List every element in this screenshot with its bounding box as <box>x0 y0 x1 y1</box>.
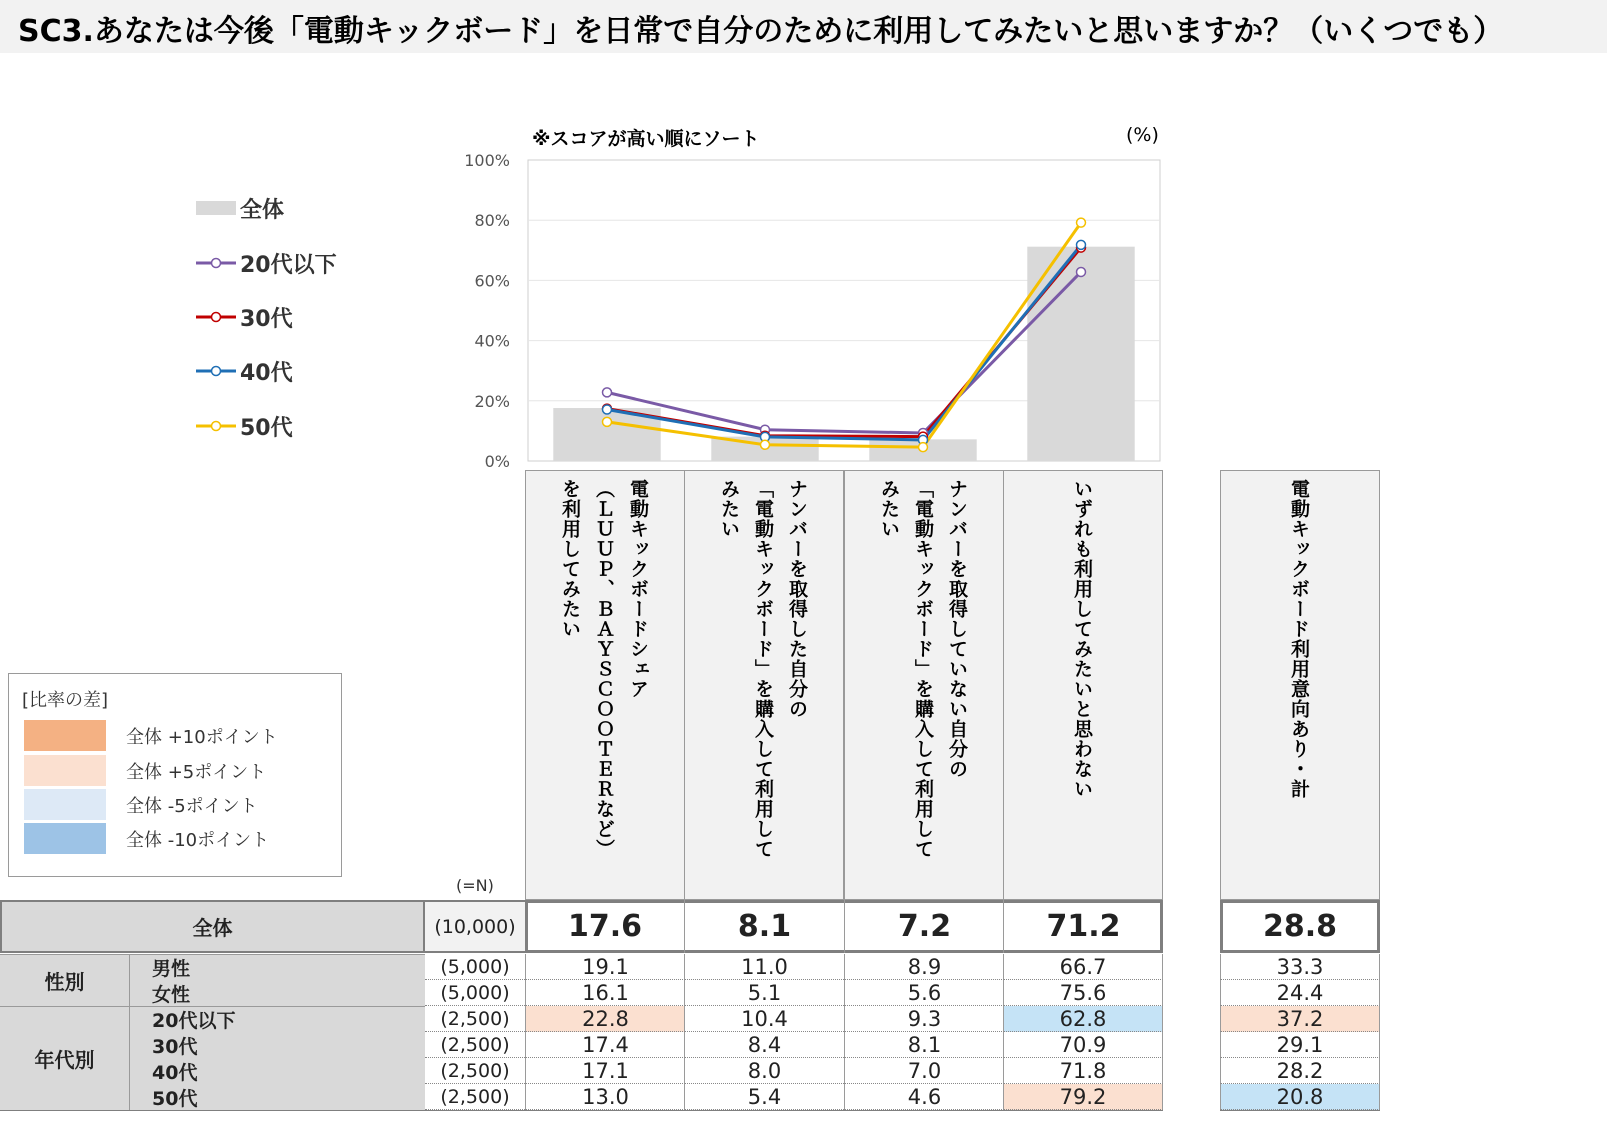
total-value: 7.2 <box>844 900 1004 953</box>
y-tick-label: 20% <box>474 391 510 411</box>
column-header-text: いずれも利用してみたいと思わない <box>1071 479 1093 799</box>
y-tick-label: 60% <box>474 271 510 291</box>
unit-label: (%) <box>1126 124 1159 146</box>
row-value: 5.4 <box>684 1084 844 1110</box>
column-header <box>1003 470 1163 900</box>
legend-item <box>196 248 337 278</box>
column-header-text: 電動キックボード利用意向あり・計 <box>1288 479 1310 799</box>
ratio-label: 全体 +10ポイント <box>126 727 278 748</box>
y-tick-label: 100% <box>464 151 510 170</box>
data-point <box>1077 218 1086 227</box>
row-n: (2,500) <box>425 1084 525 1110</box>
group-label: 年代別 <box>0 1006 130 1110</box>
legend-label: 40代 <box>240 360 293 386</box>
row-n: (2,500) <box>425 1006 525 1032</box>
sort-note: ※スコアが高い順にソート <box>532 128 760 150</box>
row-value: 9.3 <box>844 1006 1004 1032</box>
row-value: 22.8 <box>525 1006 685 1032</box>
column-header-text: ナンバーを取得していない自分の 「電動キックボード」を購入して利用して みたい <box>878 479 968 859</box>
total-extra-value: 28.8 <box>1220 900 1380 953</box>
y-tick-label: 80% <box>474 211 510 231</box>
ratio-swatch <box>24 755 106 786</box>
table-bottom-border-extra <box>1220 1110 1380 1111</box>
row-n: (2,500) <box>425 1058 525 1084</box>
row-value: 8.0 <box>684 1058 844 1084</box>
line-bar-chart <box>440 140 1180 475</box>
legend-label: 30代 <box>240 306 293 332</box>
data-point <box>1077 267 1086 276</box>
ratio-label: 全体 -5ポイント <box>126 796 258 817</box>
data-point <box>603 417 612 426</box>
legend-line-swatch <box>196 307 236 327</box>
row-extra-value: 20.8 <box>1220 1084 1380 1110</box>
total-value: 17.6 <box>567 909 643 944</box>
row-value: 8.9 <box>844 954 1004 980</box>
row-value: 8.1 <box>844 1032 1004 1058</box>
legend-label: 20代以下 <box>240 252 337 278</box>
y-tick-label: 0% <box>484 452 510 471</box>
page-title: SC3.あなたは今後「電動キックボード」を日常で自分のために利用してみたいと思いますか？（いくつでも） <box>18 14 1504 49</box>
row-value: 75.6 <box>1003 980 1163 1006</box>
row-n: (5,000) <box>425 980 525 1006</box>
legend-item <box>196 193 284 223</box>
row-value: 16.1 <box>525 980 685 1006</box>
legend-label: 50代 <box>240 415 293 441</box>
ratio-swatch <box>24 823 106 854</box>
legend-line-swatch <box>196 361 236 381</box>
total-value: 71.2 <box>1003 900 1163 953</box>
legend-line-swatch <box>196 253 236 273</box>
row-value: 13.0 <box>525 1084 685 1110</box>
ratio-legend-title: [比率の差] <box>22 690 109 711</box>
data-point <box>603 405 612 414</box>
row-value: 17.1 <box>525 1058 685 1084</box>
row-label: 女性 <box>130 980 425 1006</box>
ratio-swatch <box>24 720 106 751</box>
row-value: 66.7 <box>1003 954 1163 980</box>
row-value: 7.0 <box>844 1058 1004 1084</box>
row-value: 11.0 <box>684 954 844 980</box>
row-value: 17.4 <box>525 1032 685 1058</box>
column-header <box>525 470 685 900</box>
row-value: 4.6 <box>844 1084 1004 1110</box>
row-extra-value: 29.1 <box>1220 1032 1380 1058</box>
bar <box>1027 247 1134 461</box>
row-value: 79.2 <box>1003 1084 1163 1110</box>
row-label: 40代 <box>130 1058 425 1084</box>
legend-bar-swatch <box>196 198 236 218</box>
row-value: 8.4 <box>684 1032 844 1058</box>
y-tick-label: 40% <box>474 331 510 351</box>
ratio-swatch <box>24 789 106 820</box>
row-extra-value: 24.4 <box>1220 980 1380 1006</box>
row-value: 62.8 <box>1003 1006 1163 1032</box>
data-point <box>919 443 928 452</box>
total-value: 8.1 <box>684 900 844 953</box>
row-label: 30代 <box>130 1032 425 1058</box>
legend-line-swatch <box>196 416 236 436</box>
column-header-text: ナンバーを取得した自分の 「電動キックボード」を購入して利用して みたい <box>718 479 808 859</box>
row-value: 5.1 <box>684 980 844 1006</box>
legend-item <box>196 411 293 441</box>
row-n: (5,000) <box>425 954 525 980</box>
row-value: 10.4 <box>684 1006 844 1032</box>
row-label: 男性 <box>130 954 425 980</box>
row-value: 5.6 <box>844 980 1004 1006</box>
legend-item <box>196 302 293 332</box>
total-row-label: 全体 <box>0 900 425 953</box>
legend-item <box>196 356 293 386</box>
ratio-label: 全体 -10ポイント <box>126 830 270 851</box>
row-value: 70.9 <box>1003 1032 1163 1058</box>
data-point <box>603 388 612 397</box>
column-header <box>844 470 1004 900</box>
column-header <box>684 470 844 900</box>
row-label: 20代以下 <box>130 1006 425 1032</box>
group-label: 性別 <box>0 954 130 1006</box>
data-point <box>761 440 770 449</box>
row-extra-value: 37.2 <box>1220 1006 1380 1032</box>
table-bottom-border <box>0 1110 1163 1111</box>
legend-label: 全体 <box>240 197 285 223</box>
row-extra-value: 33.3 <box>1220 954 1380 980</box>
row-label: 50代 <box>130 1084 425 1110</box>
row-extra-value: 28.2 <box>1220 1058 1380 1084</box>
column-header-extra <box>1220 470 1380 900</box>
row-value: 19.1 <box>525 954 685 980</box>
row-n: (2,500) <box>425 1032 525 1058</box>
data-point <box>1077 240 1086 249</box>
total-row-n: (10,000) <box>425 900 525 953</box>
row-value: 71.8 <box>1003 1058 1163 1084</box>
column-header-text: 電動キックボードシェア （ＬＵＵＰ、ＢＡＹＳＣＯＯＴＥＲなど） を利用してみたい <box>559 479 649 859</box>
n-label: (=N) <box>456 876 494 895</box>
ratio-label: 全体 +5ポイント <box>126 762 267 783</box>
